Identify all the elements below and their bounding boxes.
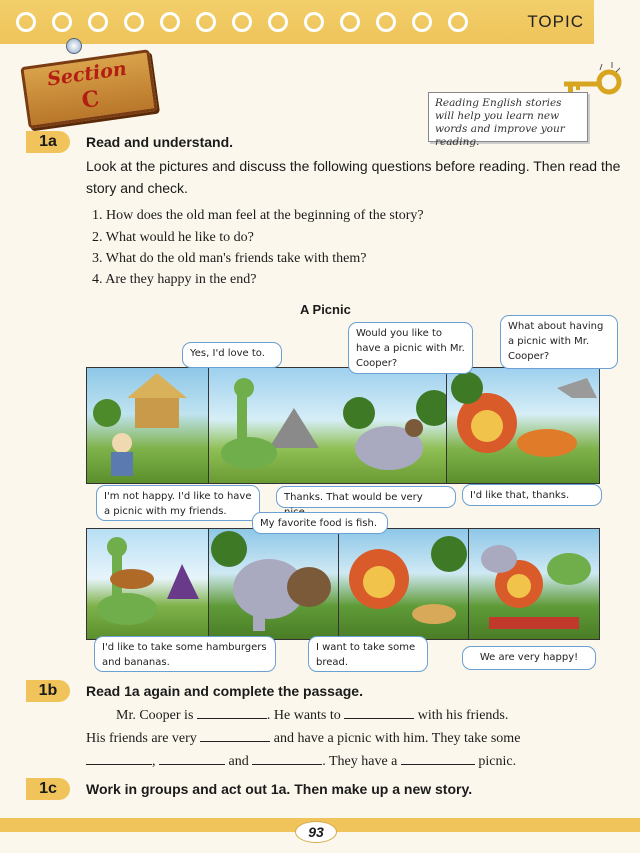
decor-circle: [160, 12, 180, 32]
decor-circle: [448, 12, 468, 32]
activity-heading-1b: Read 1a again and complete the passage.: [86, 683, 363, 699]
decor-circle: [196, 12, 216, 32]
passage-text: . They have a: [322, 754, 398, 769]
story-title: A Picnic: [300, 302, 351, 317]
blank-field[interactable]: [344, 704, 414, 719]
speech-bubble: Thanks. That would be very: [276, 486, 456, 508]
comic-panel-6: [338, 528, 470, 640]
passage-text: and: [228, 754, 249, 769]
blank-field[interactable]: [86, 750, 152, 765]
blank-field[interactable]: [197, 704, 267, 719]
passage-text: . He wants to: [266, 708, 341, 723]
speech-bubble: My favorite food is fish.: [252, 512, 388, 534]
passage-text: and have a picnic with him. They take some: [273, 731, 521, 746]
passage-text: with his friends.: [417, 708, 509, 723]
comic-panel-4: [86, 528, 210, 640]
old-man-hut-illustration: [87, 368, 209, 483]
blank-field[interactable]: [159, 750, 225, 765]
decor-circle: [124, 12, 144, 32]
comic-panel-5: [208, 528, 340, 640]
header-band-end: [594, 0, 640, 44]
passage-1b: [86, 704, 608, 773]
speech-bubble: I'd like to take some hamburgers and bananas.: [94, 636, 276, 672]
decor-circle: [340, 12, 360, 32]
comic-panel-7: [468, 528, 600, 640]
passage-text: Mr. Cooper is: [116, 708, 194, 723]
decor-circle: [16, 12, 36, 32]
elephant-illustration: [209, 529, 339, 639]
activity-tag-1a: 1a: [26, 131, 70, 153]
comic-panel-2: [208, 367, 448, 484]
decor-circle: [268, 12, 288, 32]
blank-field[interactable]: [200, 727, 270, 742]
passage-text: ,: [152, 754, 156, 769]
comic-panel-3: [446, 367, 600, 484]
speech-bubble: We are very happy!: [462, 646, 596, 670]
decor-circle: [88, 12, 108, 32]
speech-bubble: I'm not happy. I'd like to have a picnic with my friends.: [96, 485, 260, 521]
question-3: 3. What do the old man's friends take with them?: [92, 251, 367, 266]
comic-panel-1: [86, 367, 210, 484]
dinosaur-elephant-illustration: [209, 368, 447, 483]
question-4: 4. Are they happy in the end?: [92, 272, 257, 287]
page-number: 93: [295, 821, 337, 843]
reading-tip: Reading English stories will help you learn new words and improve your reading.: [428, 92, 588, 142]
section-badge: [20, 49, 157, 128]
instructions-1a: Look at the pictures and discuss the following questions before reading. Then read the story and check.: [86, 158, 621, 196]
question-2: 2. What would he like to do?: [92, 230, 254, 245]
speech-bubble: Would you like to have a picnic with Mr. Cooper?: [348, 322, 473, 374]
decor-circle: [232, 12, 252, 32]
section-letter: C: [80, 85, 102, 114]
blank-field[interactable]: [401, 750, 475, 765]
activity-tag-1b: 1b: [26, 680, 70, 702]
speech-bubble: I'd like that, thanks.: [462, 484, 602, 506]
decor-circle: [304, 12, 324, 32]
speech-bubble: I want to take some bread.: [308, 636, 428, 672]
friends-picnic-illustration: [469, 529, 599, 639]
lion-pterodactyl-illustration: [447, 368, 599, 483]
dinosaur-basket-illustration: [87, 529, 209, 639]
activity-heading-1a: Read and understand.: [86, 134, 234, 150]
pin-icon: [66, 38, 82, 54]
question-1: 1. How does the old man feel at the beginning of the story?: [92, 208, 424, 223]
topic-label: TOPIC: [527, 12, 584, 31]
speech-bubble: What about having a picnic with Mr. Cooper?: [500, 315, 618, 369]
decor-circle: [376, 12, 396, 32]
lion-bread-illustration: [339, 529, 469, 639]
decor-circle: [412, 12, 432, 32]
section-label: Section: [45, 57, 128, 91]
blank-field[interactable]: [252, 750, 322, 765]
activity-heading-1c: Work in groups and act out 1a. Then make up a new story.: [86, 781, 473, 797]
speech-bubble: Yes, I'd love to.: [182, 342, 282, 368]
activity-tag-1c: 1c: [26, 778, 70, 800]
passage-text: His friends are very: [86, 731, 197, 746]
passage-text: picnic.: [478, 754, 517, 769]
decor-circle: [52, 12, 72, 32]
